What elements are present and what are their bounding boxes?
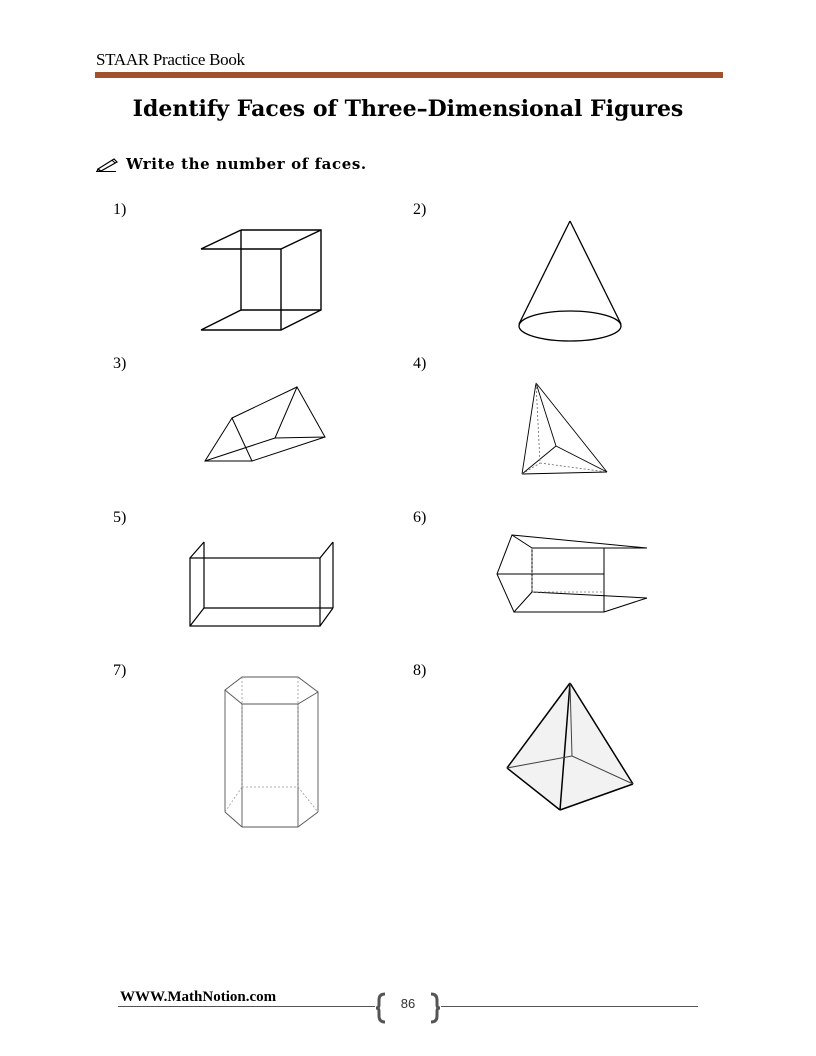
question-number: 7) xyxy=(113,662,127,679)
book-title: STAAR Practice Book xyxy=(96,50,245,69)
page-number: 86 xyxy=(400,996,416,1011)
hexagonal-prism-icon xyxy=(220,672,324,832)
header-rule xyxy=(95,72,723,78)
pentagonal-prism-icon xyxy=(492,530,652,620)
rectangular-prism-icon xyxy=(186,538,338,632)
page-title: Identify Faces of Three–Dimensional Figures xyxy=(132,96,684,122)
square-pyramid-icon xyxy=(500,678,640,814)
question-number: 5) xyxy=(113,509,127,526)
triangular-pyramid-icon xyxy=(518,378,614,478)
footer-website: WWW.MathNotion.com xyxy=(120,989,277,1005)
question-number: 3) xyxy=(113,355,127,372)
cone-icon xyxy=(512,216,628,346)
question-number: 6) xyxy=(413,509,427,526)
instruction-text: Write the number of faces. xyxy=(126,155,367,173)
footer-rule-left xyxy=(118,1006,375,1007)
question-number: 1) xyxy=(113,201,127,218)
pencil-icon xyxy=(96,156,120,172)
question-number: 8) xyxy=(413,662,427,679)
footer-rule-right xyxy=(441,1006,698,1007)
question-number: 4) xyxy=(413,355,427,372)
question-number: 2) xyxy=(413,201,427,218)
instruction xyxy=(96,155,367,173)
open-cube-icon xyxy=(196,224,326,334)
triangular-prism-icon xyxy=(200,382,330,468)
